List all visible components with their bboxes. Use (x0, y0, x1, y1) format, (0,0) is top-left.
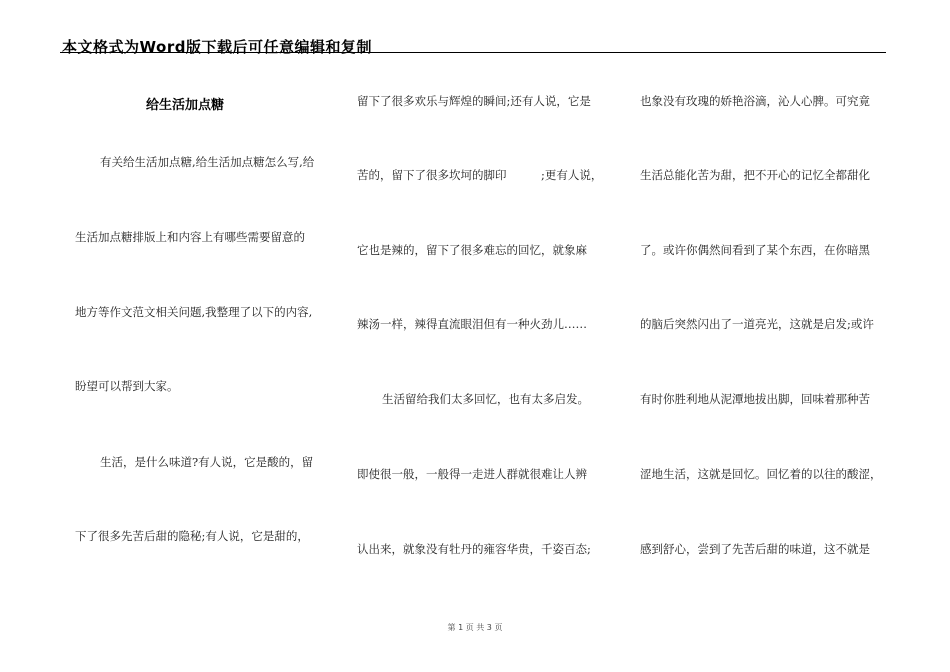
text-line: 的脑后突然闪出了一道亮光，这就是启发;或许 (640, 317, 874, 331)
text-line: 生活加点糖排版上和内容上有哪些需要留意的 (75, 230, 305, 244)
text-line: 即使很一般，一般得一走进人群就很难让人辨 (357, 467, 587, 481)
text-line: 感到舒心，尝到了先苦后甜的味道，这不就是 (640, 542, 870, 556)
text-line: 盼望可以帮到大家。 (75, 379, 179, 393)
text-line: 认出来，就象没有牡丹的雍容华贵，千姿百态; (357, 542, 591, 556)
header-divider (60, 52, 886, 53)
text-line: 有时你胜利地从泥潭地拔出脚，回味着那种苦 (640, 392, 870, 406)
text-line: 它也是辣的，留下了很多难忘的回忆，就象麻 (357, 243, 587, 257)
text-line: 也象没有玫瑰的娇艳浴滴，沁人心脾。可究竟 (640, 94, 870, 108)
text-line: 辣汤一样，辣得直流眼泪但有一种火劲儿…… (357, 317, 587, 331)
text-line: 留下了很多欢乐与辉煌的瞬间;还有人说，它是 (357, 94, 591, 108)
text-line: 生活总能化苦为甜，把不开心的记忆全都甜化 (640, 168, 870, 182)
text-line: 涩地生活，这就是回忆。回忆着的以往的酸涩， (640, 467, 882, 481)
text-line: 下了很多先苦后甜的隐秘;有人说，它是甜的， (75, 529, 309, 543)
text-line: 生活留给我们太多回忆，也有太多启发。 (382, 392, 589, 406)
page-number-footer: 第 1 页 共 3 页 (447, 623, 503, 632)
article-title: 给生活加点糖 (146, 98, 225, 113)
text-line: 生活，是什么味道?有人说，它是酸的，留 (100, 455, 314, 469)
text-line: 苦的，留下了很多坎坷的脚印 ;更有人说， (357, 168, 603, 182)
document-header: 本文格式为Word版下载后可任意编辑和复制 (62, 38, 372, 56)
text-line: 有关给生活加点糖,给生活加点糖怎么写,给 (100, 155, 315, 169)
text-line: 地方等作文范文相关问题,我整理了以下的内容, (75, 305, 313, 319)
text-line: 了。或许你偶然间看到了某个东西，在你暗黑 (640, 243, 870, 257)
